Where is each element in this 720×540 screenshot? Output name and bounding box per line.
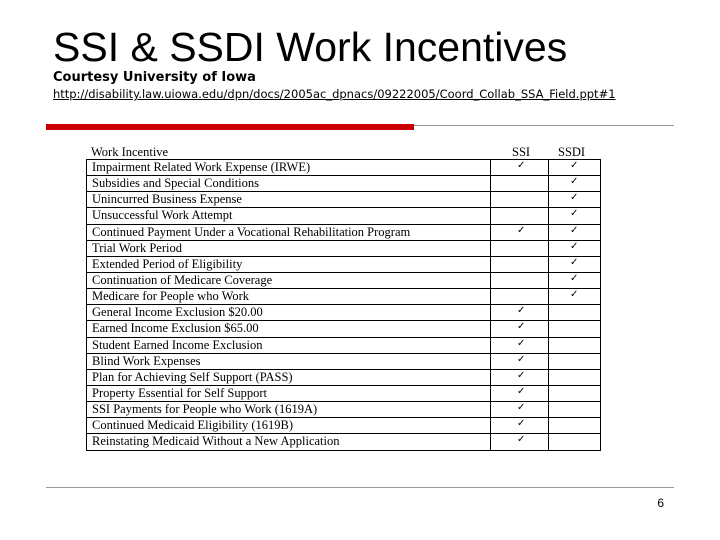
checkmark-icon: ✓ [570, 208, 579, 220]
checkmark-icon: ✓ [570, 272, 579, 284]
table-row [87, 434, 601, 450]
table-row [87, 370, 601, 386]
ssi-cell [491, 418, 549, 433]
table-row [87, 225, 601, 241]
ssi-cell [491, 305, 549, 320]
ssdi-cell [549, 225, 601, 240]
ssi-cell [491, 192, 549, 207]
ssdi-cell [549, 208, 601, 223]
table-row [87, 321, 601, 337]
ssdi-cell [549, 418, 601, 433]
bottom-gray-rule [46, 487, 674, 488]
ssi-cell [491, 208, 549, 223]
work-incentive-name: Medicare for People who Work [87, 289, 491, 304]
table-row [87, 386, 601, 402]
work-incentive-name: Trial Work Period [87, 241, 491, 256]
ssi-cell [491, 434, 549, 449]
ssdi-cell [549, 257, 601, 272]
work-incentives-table [86, 159, 601, 451]
header-ssi: SSI [512, 145, 531, 159]
ssi-cell [491, 338, 549, 353]
ssdi-cell [549, 338, 601, 353]
ssi-cell [491, 289, 549, 304]
ssi-cell [491, 354, 549, 369]
top-red-accent-rule [46, 124, 414, 130]
table-row [87, 208, 601, 224]
top-gray-rule [414, 125, 674, 126]
checkmark-icon: ✓ [517, 402, 526, 414]
ssi-cell [491, 257, 549, 272]
work-incentive-name: SSI Payments for People who Work (1619A) [87, 402, 491, 417]
ssi-cell [491, 273, 549, 288]
table-row [87, 418, 601, 434]
table-row [87, 273, 601, 289]
table-row [87, 354, 601, 370]
checkmark-icon: ✓ [517, 321, 526, 333]
checkmark-icon: ✓ [570, 192, 579, 204]
ssdi-cell [549, 241, 601, 256]
page-number: 6 [657, 496, 664, 510]
slide-title: SSI & SSDI Work Incentives [53, 24, 568, 70]
checkmark-icon: ✓ [570, 256, 579, 268]
work-incentive-name: Plan for Achieving Self Support (PASS) [87, 370, 491, 385]
source-url-link[interactable]: http://disability.law.uiowa.edu/dpn/docs/2005ac_dpnacs/09222005/Coord_Collab_SSA_Field.ppt#1 [53, 87, 616, 101]
table-row [87, 176, 601, 192]
table-row [87, 338, 601, 354]
checkmark-icon: ✓ [517, 337, 526, 349]
header-work-incentive: Work Incentive [91, 145, 169, 159]
ssdi-cell [549, 176, 601, 191]
checkmark-icon: ✓ [570, 289, 579, 301]
ssdi-cell [549, 354, 601, 369]
work-incentive-name: Impairment Related Work Expense (IRWE) [87, 160, 491, 175]
header-ssdi: SSDI [558, 145, 586, 159]
work-incentive-name: Unincurred Business Expense [87, 192, 491, 207]
work-incentive-name: Continued Payment Under a Vocational Rehabilitation Program [87, 225, 491, 240]
ssdi-cell [549, 305, 601, 320]
checkmark-icon: ✓ [570, 160, 579, 171]
work-incentive-name: Subsidies and Special Conditions [87, 176, 491, 191]
work-incentive-name: Reinstating Medicaid Without a New Application [87, 434, 491, 449]
ssdi-cell [549, 402, 601, 417]
ssdi-cell [549, 289, 601, 304]
ssi-cell [491, 370, 549, 385]
checkmark-icon: ✓ [517, 385, 526, 397]
ssi-cell [491, 241, 549, 256]
ssi-cell [491, 176, 549, 191]
table-row [87, 160, 601, 176]
work-incentive-name: Blind Work Expenses [87, 354, 491, 369]
checkmark-icon: ✓ [517, 224, 526, 236]
work-incentive-name: Continuation of Medicare Coverage [87, 273, 491, 288]
work-incentive-name: Extended Period of Eligibility [87, 257, 491, 272]
work-incentive-name: Unsuccessful Work Attempt [87, 208, 491, 223]
ssi-cell [491, 321, 549, 336]
table-row [87, 257, 601, 273]
ssdi-cell [549, 434, 601, 449]
table-row [87, 192, 601, 208]
checkmark-icon: ✓ [570, 240, 579, 252]
checkmark-icon: ✓ [517, 434, 526, 446]
table-header [91, 144, 600, 160]
checkmark-icon: ✓ [517, 353, 526, 365]
ssdi-cell [549, 321, 601, 336]
work-incentive-name: Property Essential for Self Support [87, 386, 491, 401]
ssdi-cell [549, 273, 601, 288]
ssi-cell [491, 160, 549, 175]
work-incentive-name: Student Earned Income Exclusion [87, 338, 491, 353]
checkmark-icon: ✓ [517, 418, 526, 430]
work-incentive-name: Earned Income Exclusion $65.00 [87, 321, 491, 336]
ssdi-cell [549, 370, 601, 385]
checkmark-icon: ✓ [517, 305, 526, 317]
checkmark-icon: ✓ [570, 176, 579, 188]
ssdi-cell [549, 386, 601, 401]
table-row [87, 289, 601, 305]
table-row [87, 402, 601, 418]
ssi-cell [491, 402, 549, 417]
ssdi-cell [549, 192, 601, 207]
work-incentive-name: General Income Exclusion $20.00 [87, 305, 491, 320]
checkmark-icon: ✓ [570, 224, 579, 236]
checkmark-icon: ✓ [517, 160, 526, 171]
slide-subtitle: Courtesy University of Iowa [53, 70, 256, 85]
table-row [87, 241, 601, 257]
table-row [87, 305, 601, 321]
ssi-cell [491, 225, 549, 240]
checkmark-icon: ✓ [517, 369, 526, 381]
ssi-cell [491, 386, 549, 401]
ssdi-cell [549, 160, 601, 175]
work-incentive-name: Continued Medicaid Eligibility (1619B) [87, 418, 491, 433]
